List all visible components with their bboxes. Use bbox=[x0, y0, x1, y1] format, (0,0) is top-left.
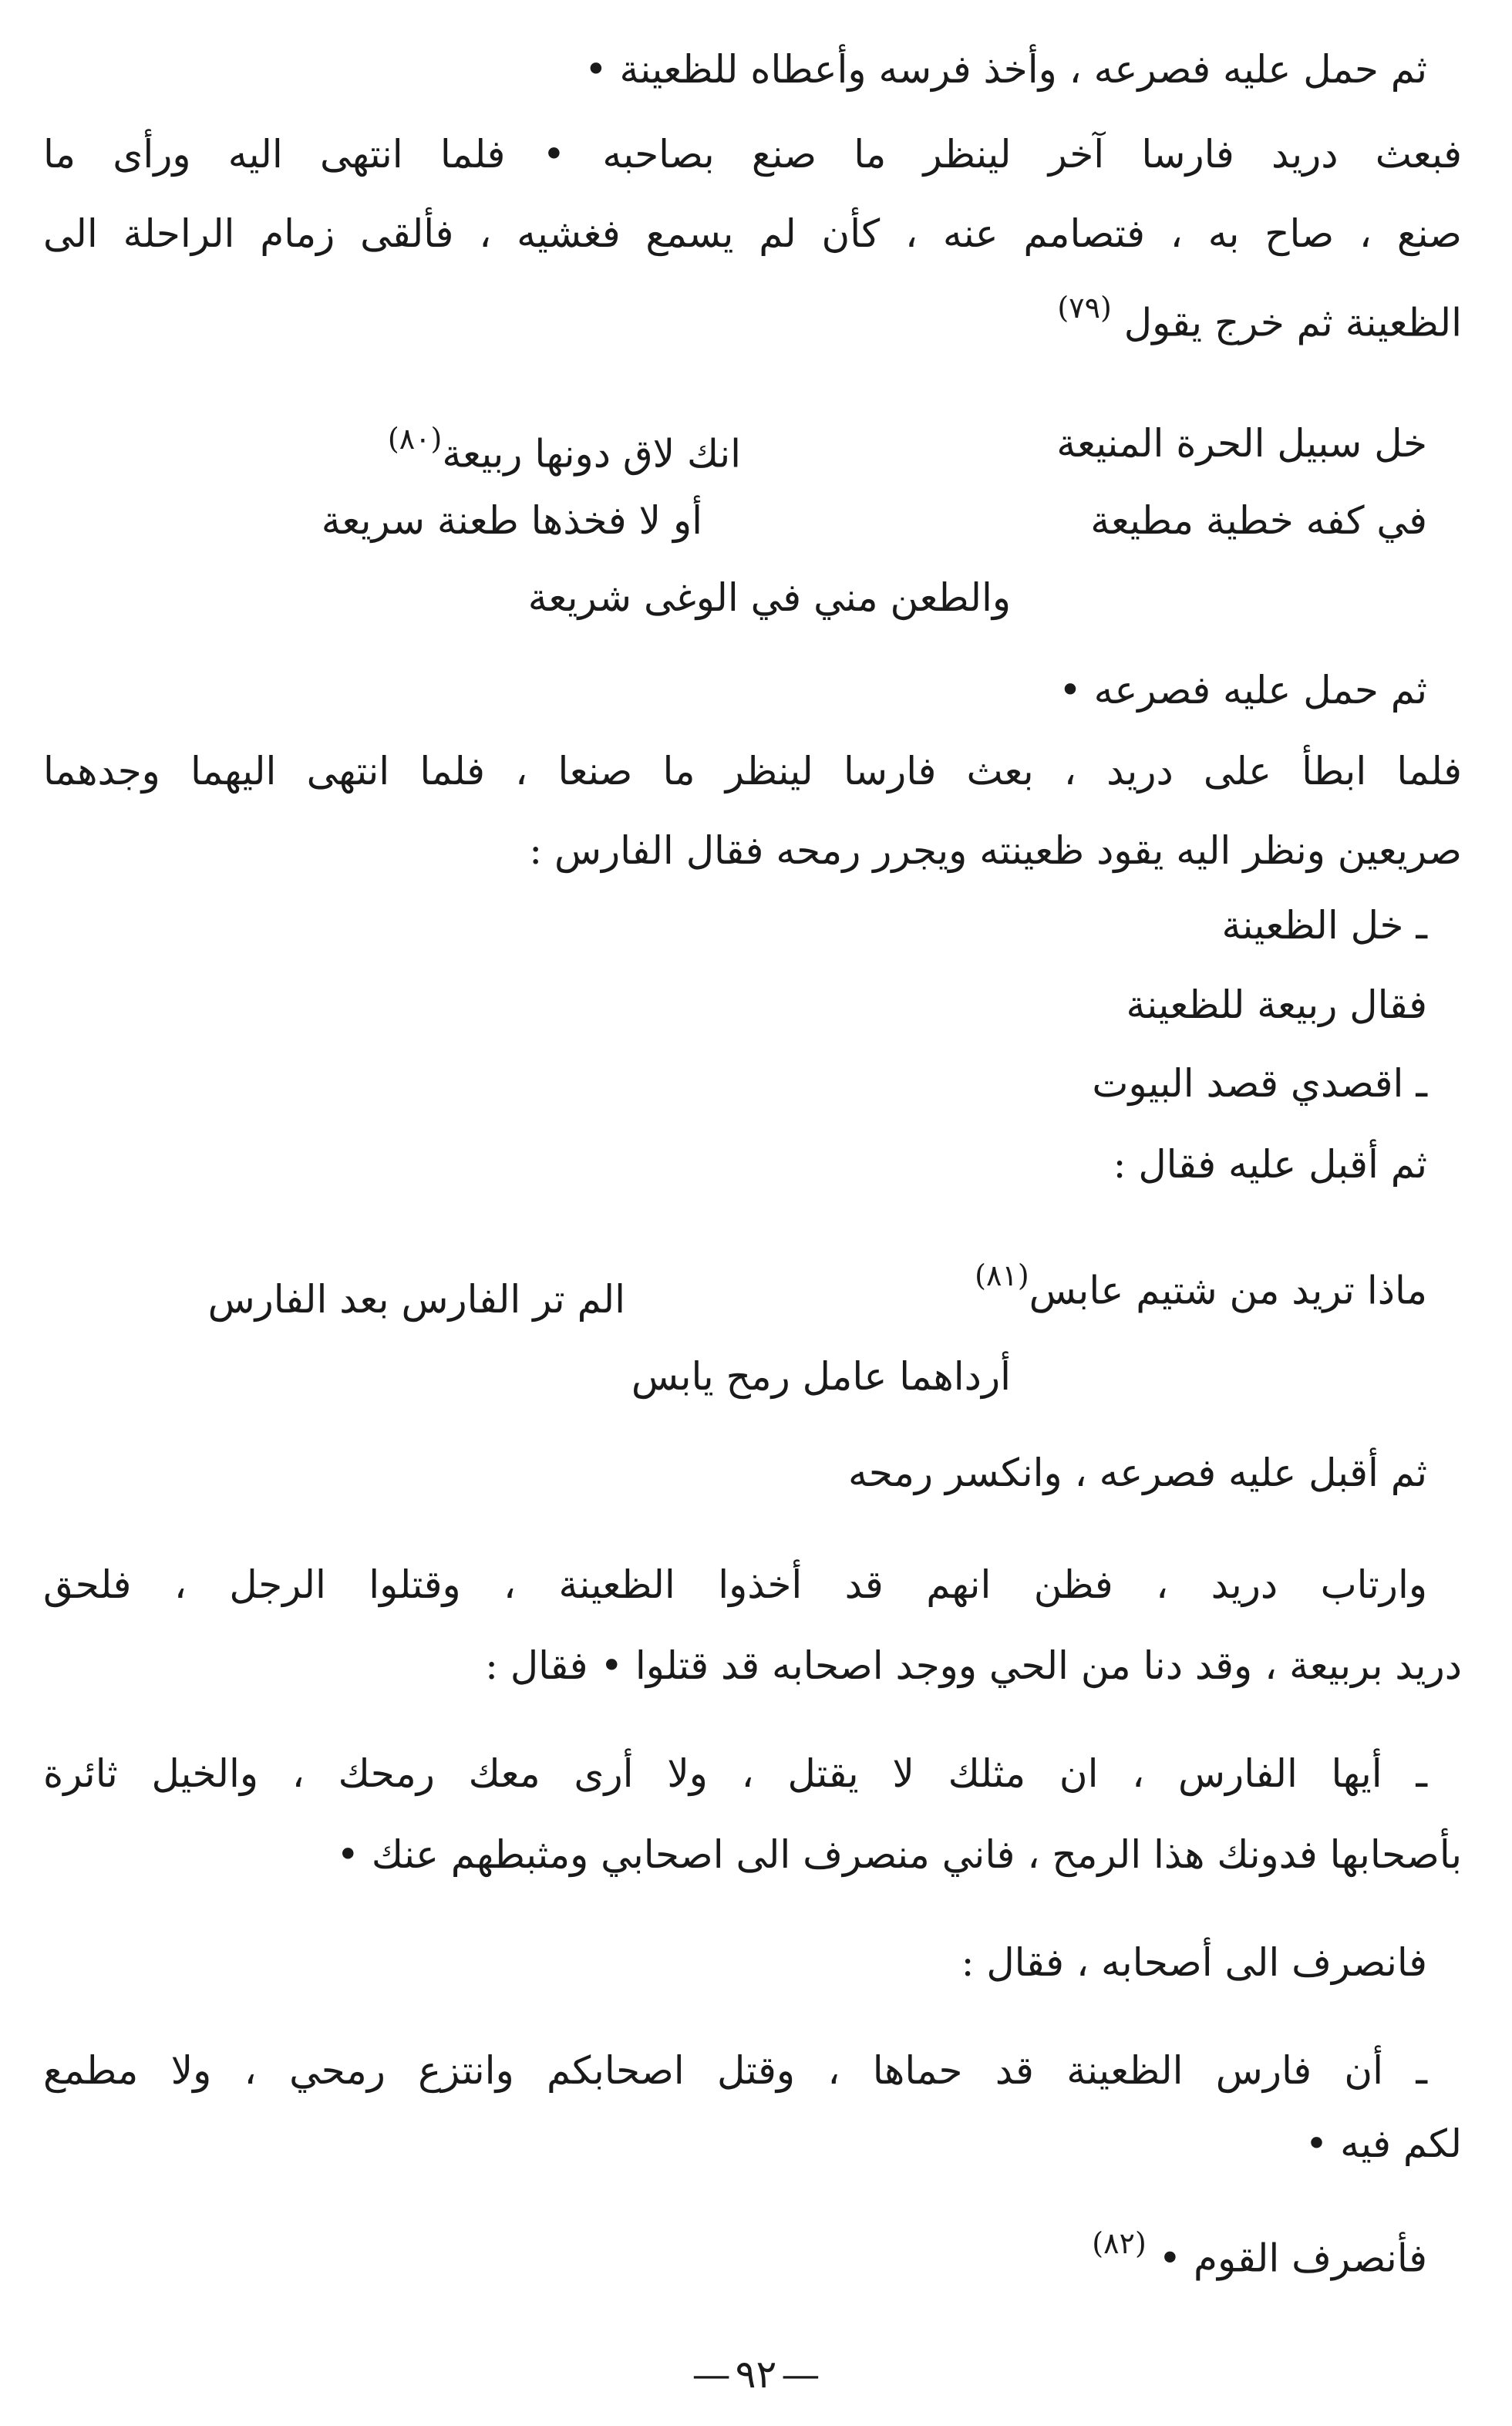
line-text: ـ أيها الفارس ، ان مثلك لا يقتل ، ولا أرى معك رمحك ، والخيل ثائرة bbox=[43, 1751, 1427, 1796]
text-line-15 bbox=[43, 1747, 1427, 1801]
text-line-10 bbox=[1092, 1056, 1427, 1110]
verse-1-right bbox=[1056, 416, 1427, 470]
footnote-ref-79: (٧٩) bbox=[1057, 291, 1112, 325]
page-number bbox=[0, 2352, 1512, 2397]
line-text: ثم حمل عليه فصرعه • bbox=[1059, 668, 1427, 713]
text-line-16 bbox=[336, 1828, 1462, 1882]
verse-4-right bbox=[975, 1253, 1427, 1318]
text-line-18 bbox=[43, 2044, 1427, 2097]
line-text: ثم أقبل عليه فقال : bbox=[1113, 1142, 1427, 1187]
line-text: صنع ، صاح به ، فتصامم عنه ، كأن لم يسمع فغشيه ، فألقى زمام الراحلة الى bbox=[43, 211, 1462, 256]
text-line-1 bbox=[584, 42, 1427, 96]
text-line-4 bbox=[1057, 285, 1462, 350]
line-text: ـ اقصدي قصد البيوت bbox=[1092, 1061, 1427, 1106]
verse-text: أو لا فخذها طعنة سريعة bbox=[321, 498, 702, 543]
text-line-17 bbox=[961, 1936, 1427, 1990]
verse-text: والطعن مني في الوغى شريعة bbox=[527, 575, 1011, 620]
footnote-ref-80: (٨٠) bbox=[387, 422, 443, 456]
verse-3 bbox=[528, 571, 1011, 625]
text-line-5 bbox=[1059, 663, 1427, 717]
verse-text: خل سبيل الحرة المنيعة bbox=[1056, 421, 1427, 466]
line-text: دريد بربيعة ، وقد دنا من الحي ووجد اصحابه قد قتلوا • فقال : bbox=[485, 1643, 1462, 1688]
footnote-ref-82: (٨٢) bbox=[1092, 2226, 1147, 2260]
text-line-14 bbox=[485, 1639, 1462, 1693]
line-text: ـ خل الظعينة bbox=[1221, 903, 1427, 948]
line-text: بأصحابها فدونك هذا الرمح ، فاني منصرف الى اصحابي ومثبطهم عنك • bbox=[336, 1832, 1462, 1877]
line-text: وارتاب دريد ، فظن انهم قد أخذوا الظعينة ، وقتلوا الرجل ، فلحق bbox=[43, 1562, 1427, 1607]
verse-2-right bbox=[1090, 494, 1427, 548]
line-text: ثم أقبل عليه فصرعه ، وانكسر رمحه bbox=[848, 1451, 1427, 1495]
verse-text: أرداهما عامل رمح يابس bbox=[631, 1354, 1011, 1399]
line-text: فبعث دريد فارسا آخر لينظر ما صنع بصاحبه • فلما انتهى اليه ورأى ما bbox=[43, 132, 1462, 177]
verse-text: في كفه خطية مطيعة bbox=[1090, 498, 1427, 543]
line-text: ـ أن فارس الظعينة قد حماها ، وقتل اصحابكم وانتزع رمحي ، ولا مطمع bbox=[43, 2048, 1427, 2093]
text-line-2 bbox=[43, 127, 1462, 181]
text-line-3 bbox=[43, 207, 1462, 261]
text-line-13 bbox=[43, 1558, 1427, 1612]
line-text: ثم حمل عليه فصرعه ، وأخذ فرسه وأعطاه للظعينة • bbox=[584, 47, 1427, 92]
text-line-20 bbox=[1092, 2221, 1427, 2286]
line-text: صريعين ونظر اليه يقود ظعينته ويجرر رمحه فقال الفارس : bbox=[529, 828, 1462, 873]
footnote-ref-81: (٨١) bbox=[975, 1258, 1029, 1292]
verse-text: الم تر الفارس بعد الفارس bbox=[207, 1277, 625, 1322]
verse-4-left bbox=[208, 1272, 625, 1326]
text-line-11 bbox=[1113, 1137, 1427, 1191]
line-text: فقال ربيعة للظعينة bbox=[1126, 982, 1427, 1027]
text-line-19 bbox=[1305, 2117, 1462, 2171]
line-text: فأنصرف القوم • bbox=[1158, 2236, 1427, 2281]
verse-5 bbox=[631, 1349, 1011, 1403]
verse-text: ماذا تريد من شتيم عابس bbox=[1029, 1268, 1427, 1313]
verse-2-left bbox=[322, 494, 702, 548]
page-number-value: ٩٢ bbox=[735, 2352, 777, 2397]
verse-1-left bbox=[388, 416, 741, 481]
line-text: الظعينة ثم خرج يقول bbox=[1123, 300, 1462, 345]
page-number-dash-right: — bbox=[692, 2352, 731, 2397]
text-line-6 bbox=[43, 744, 1462, 798]
text-line-12 bbox=[848, 1446, 1427, 1500]
line-text: فلما ابطأ على دريد ، بعث فارسا لينظر ما صنعا ، فلما انتهى اليهما وجدهما bbox=[43, 749, 1462, 794]
text-line-7 bbox=[529, 824, 1462, 878]
verse-text: انك لاق دونها ربيعة bbox=[442, 431, 741, 477]
line-text: لكم فيه • bbox=[1305, 2121, 1462, 2166]
text-line-9 bbox=[1126, 978, 1427, 1032]
text-line-8 bbox=[1222, 898, 1427, 952]
line-text: فانصرف الى أصحابه ، فقال : bbox=[961, 1940, 1427, 1985]
page-number-dash-left: — bbox=[781, 2352, 820, 2397]
